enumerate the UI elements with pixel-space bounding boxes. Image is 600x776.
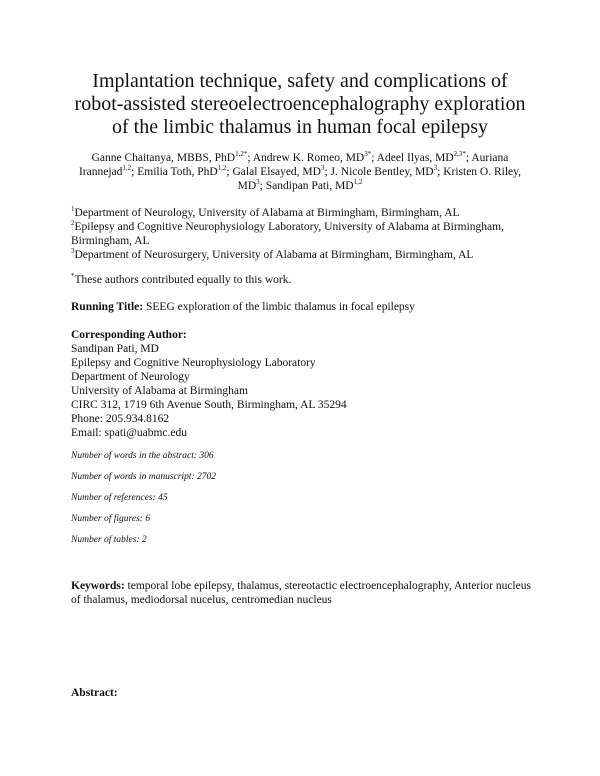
author-affil-sup: 1,2* — [235, 150, 248, 159]
author-affil-sup: 1,2 — [353, 178, 363, 187]
corresponding-line: Department of Neurology — [71, 371, 190, 383]
keywords — [71, 579, 531, 607]
running-title-text: SEEG exploration of the limbic thalamus in focal epilepsy — [146, 301, 415, 313]
affiliations — [71, 206, 531, 262]
author-affil-sup: 3 — [433, 164, 438, 173]
author-affil-sup: 3 — [256, 178, 260, 187]
corresponding-author-label: Corresponding Author: — [71, 329, 187, 341]
running-title — [71, 300, 531, 314]
author-name: Kristen O. Riley, MD — [237, 166, 522, 192]
affiliation-text: Epilepsy and Cognitive Neurophysiology Laboratory, University of Alabama at Birmingham, Birmingham, AL — [71, 221, 504, 247]
stat-line: Number of words in manuscript: 2702 — [71, 472, 217, 482]
stat-line: Number of words in the abstract: 306 — [71, 451, 214, 461]
author-name: Auriana Irannejad — [78, 152, 509, 178]
author-affil-sup: 2,3* — [453, 150, 466, 159]
stat-line: Number of tables: 2 — [71, 535, 147, 545]
author-name: J. Nicole Bentley, MD — [330, 166, 434, 178]
author-affil-sup: 3* — [364, 150, 372, 159]
affiliation-item — [71, 206, 531, 220]
corresponding-line: CIRC 312, 1719 6th Avenue South, Birmingham, AL 35294 — [71, 399, 347, 411]
corresponding-author — [71, 328, 531, 440]
corresponding-line: Sandipan Pati, MD — [71, 343, 159, 355]
author-affil-sup: 1,2 — [217, 164, 227, 173]
corresponding-line: Email: spati@uabmc.edu — [71, 427, 187, 439]
corresponding-line: Phone: 205.934.8162 — [71, 413, 170, 425]
manuscript-stats — [71, 450, 216, 555]
corresponding-line: Epilepsy and Cognitive Neurophysiology Laboratory — [71, 357, 316, 369]
affiliation-number: 3 — [71, 247, 75, 256]
author-list: Ganne Chaitanya, MBBS, PhD$^{1,2*}$; Andrew K. Romeo, $MD^{3*}$; Adeel Ilyas, $MD^{2,3*}$; Auriana Irannejad$^{1,2}$; Emilia Toth, PhD$^{1,2}$; Galal Elsayed, $MD^3$; J. Nicole Bentley, $MD^3$; Kristen O. Riley, $MD^3$; Sandipan Pati, MD$^{1,2}$ — [78, 150, 522, 192]
author-affil-sup: 3 — [320, 164, 325, 173]
author-name: Ganne Chaitanya, MBBS, PhD — [91, 152, 236, 164]
keywords-text: temporal lobe epilepsy, thalamus, stereotactic electroencephalography, Anterior nucleus of thalamus, mediodorsal nucelus, centromedian nucleus — [71, 580, 531, 606]
equal-contribution-text: These authors contributed equally to this work. — [74, 274, 292, 286]
equal-contribution-note — [71, 273, 531, 287]
affiliation-text: Department of Neurology, University of Alabama at Birmingham, Birmingham, AL — [74, 207, 460, 219]
footnote-mark: * — [71, 272, 75, 281]
title-line: of the limbic thalamus in human focal epilepsy — [111, 116, 488, 138]
corresponding-line: University of Alabama at Birmingham — [71, 385, 248, 397]
abstract-section — [71, 686, 118, 700]
stat-line: Number of figures: 6 — [71, 514, 151, 524]
paper-title — [60, 70, 540, 139]
author-name: Emilia Toth, PhD — [137, 166, 218, 178]
affiliation-number: 2 — [71, 219, 75, 228]
title-line: Implantation technique, safety and complications of — [92, 70, 508, 92]
abstract-heading: Abstract: — [71, 687, 118, 699]
affiliation-item — [71, 248, 531, 262]
affiliation-number: 1 — [71, 205, 75, 214]
author-affil-sup: 1,2 — [122, 164, 132, 173]
author-name: Adeel Ilyas, MD — [376, 152, 454, 164]
author-name: Galal Elsayed, MD — [232, 166, 321, 178]
running-title-label: Running Title: — [71, 301, 144, 313]
affiliation-item — [71, 220, 531, 248]
author-name: Andrew K. Romeo, MD — [252, 152, 365, 164]
author-name: Sandipan Pati, MD — [265, 180, 354, 192]
affiliation-text: Department of Neurosurgery, University of Alabama at Birmingham, Birmingham, AL — [74, 249, 474, 261]
keywords-label: Keywords: — [71, 580, 125, 592]
stat-line: Number of references: 45 — [71, 493, 168, 503]
title-line: robot-assisted stereoelectroencephalography exploration — [74, 93, 526, 115]
